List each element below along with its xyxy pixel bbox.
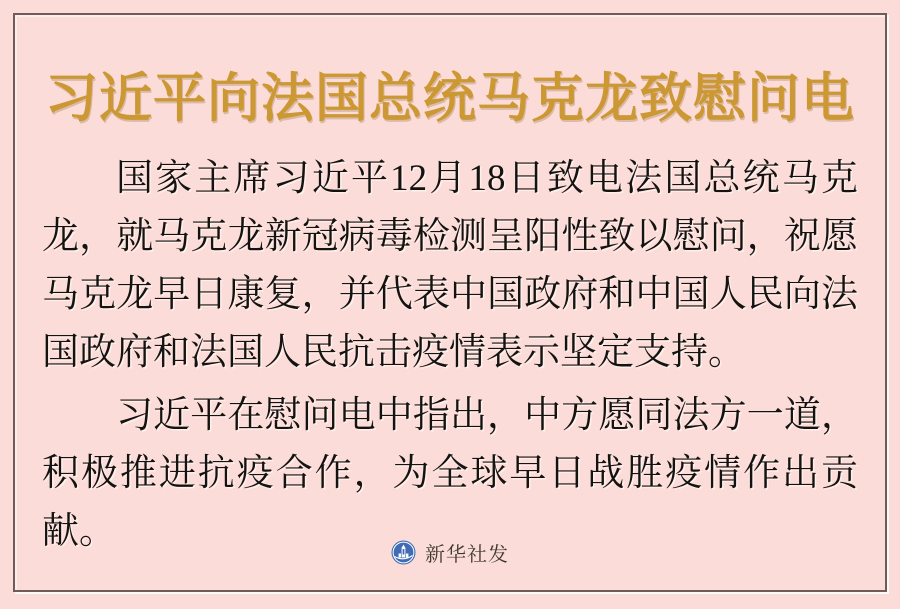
headline: 习近平向法国总统马克龙致慰问电	[45, 70, 855, 128]
xinhua-logo-icon	[391, 540, 416, 565]
credit-text: 新华社发	[425, 544, 509, 566]
paragraph-1: 国家主席习近平12月18日致电法国总统马克龙，就马克龙新冠病毒检测呈阳性致以慰问，祝愿马克龙早日康复，并代表中国政府和中国人民向法国政府和法国人民抗击疫情表示坚定支持。	[42, 158, 858, 373]
paragraph-2: 习近平在慰问电中指出，中方愿同法方一道，积极推进抗疫合作，为全球早日战胜疫情作出贡献。	[42, 395, 858, 552]
article-body	[42, 150, 858, 566]
credit-line	[0, 538, 900, 567]
